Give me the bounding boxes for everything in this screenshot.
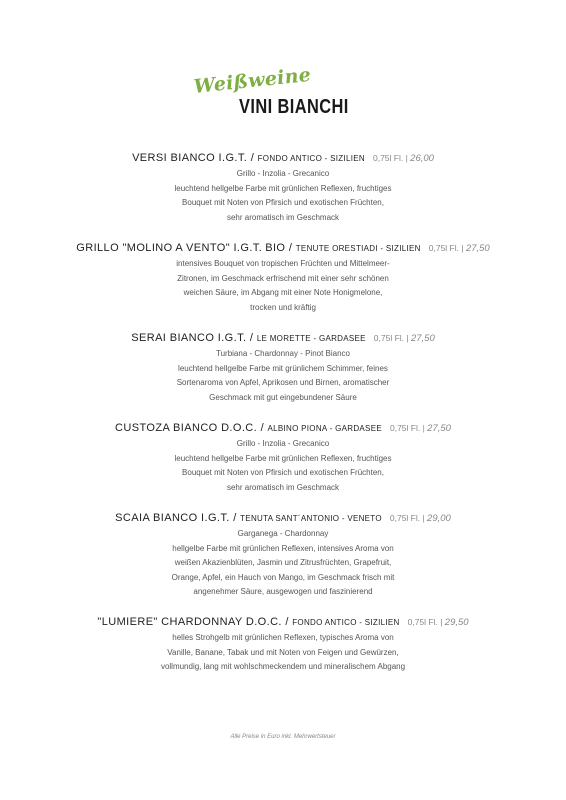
wine-description-line: Vanille, Banane, Tabak und mit Noten von Feigen und Gewürzen, xyxy=(167,647,399,657)
wine-item xyxy=(0,421,566,495)
wine-price xyxy=(390,513,451,523)
wine-description-line: sehr aromatisch im Geschmack xyxy=(226,212,340,222)
wine-name: VERSI BIANCO I.G.T. xyxy=(132,152,248,164)
wine-description-line: weichen Säure, im Abgang mit einer Note Honigmelone, xyxy=(183,288,383,297)
wine-name: GRILLO "MOLINO A VENTO" I.G.T. xyxy=(76,242,263,254)
wine-description-line: intensives Bouquet von tropischen Früchten und Mittelmeer- xyxy=(176,259,390,268)
section-header xyxy=(192,63,395,126)
wine-price-amount: 29,50 xyxy=(444,617,469,628)
wine-price xyxy=(408,617,469,627)
wine-name: CUSTOZA BIANCO D.O.C. xyxy=(115,422,258,434)
wine-description-line: Orange, Apfel, ein Hauch von Mango, im Geschmack frisch mit xyxy=(171,572,395,582)
wine-price xyxy=(373,153,434,163)
wine-description xyxy=(0,257,566,315)
wine-volume: 0,75l Fl. | xyxy=(389,423,428,433)
wine-heading xyxy=(0,151,566,166)
wine-description-line: Sortenaroma von Apfel, Aprikosen und Birnen, aromatischer xyxy=(176,378,390,387)
wine-producer: FONDO ANTICO - SIZILIEN xyxy=(257,154,365,163)
wine-volume: 0,75l Fl. | xyxy=(372,153,411,163)
wine-heading xyxy=(0,511,566,526)
wine-name: SCAIA BIANCO I.G.T. xyxy=(115,512,230,524)
wine-description-line: trocken und kräftig xyxy=(250,302,316,312)
wine-separator: / xyxy=(247,152,258,164)
wine-description xyxy=(0,437,566,495)
wine-price-amount: 27,50 xyxy=(427,423,451,434)
wine-description-line: leuchtend hellgelbe Farbe mit grünlichen Reflexen, fruchtiges xyxy=(174,453,392,463)
wine-separator: / xyxy=(229,512,241,524)
wine-description-line: Bouquet mit Noten von Pfirsich und exotischen Früchten, xyxy=(182,468,384,477)
wine-separator: / xyxy=(281,616,293,628)
wine-heading xyxy=(0,241,566,256)
wine-description xyxy=(0,631,566,675)
wine-price xyxy=(390,423,451,433)
wine-separator: / xyxy=(246,332,257,344)
bio-badge: BIO xyxy=(265,242,286,254)
wine-heading xyxy=(0,331,566,346)
wine-description-line: leuchtend hellgelbe Farbe mit grünlichem Schimmer, feines xyxy=(178,363,388,373)
wine-producer: ALBINO PIONA - GARDASEE xyxy=(267,424,382,433)
wine-description-line: Garganega - Chardonnay xyxy=(237,529,329,538)
section-title: VINI BIANCHI xyxy=(239,96,349,118)
wine-price xyxy=(429,243,490,253)
wine-description-line: vollmundig, lang mit wohlschmeckendem und mineralischem Abgang xyxy=(160,662,406,671)
wine-name: "LUMIERE" CHARDONNAY D.O.C. xyxy=(97,616,282,628)
wine-description-line: leuchtend hellgelbe Farbe mit grünlichen Reflexen, fruchtiges xyxy=(174,183,392,193)
wine-description xyxy=(0,527,566,600)
wine-item xyxy=(0,241,566,315)
wine-separator: / xyxy=(257,422,268,434)
wine-description-line: sehr aromatisch im Geschmack xyxy=(226,482,340,492)
wine-producer: FONDO ANTICO - SIZILIEN xyxy=(292,618,400,627)
wine-item xyxy=(0,331,566,405)
wine-price xyxy=(374,333,435,343)
wine-description-line: weißen Akazienblüten, Jasmin und Zitrusfrüchten, Grapefruit, xyxy=(174,558,392,567)
wine-producer: TENUTA SANT´ANTONIO - VENETO xyxy=(240,514,382,523)
wine-heading xyxy=(0,615,566,630)
wine-heading xyxy=(0,421,566,436)
wine-name: SERAI BIANCO I.G.T. xyxy=(131,332,247,344)
price-footnote: Alle Preise in Euro inkl. Mehrwertsteuer xyxy=(230,734,336,740)
wine-price-amount: 27,50 xyxy=(465,243,490,254)
wine-description-line: helles Strohgelb mit grünlichen Reflexen, typisches Aroma von xyxy=(172,633,394,642)
wine-description xyxy=(0,347,566,405)
wine-item xyxy=(0,151,566,225)
wine-description-line: Geschmack mit gut eingebundener Säure xyxy=(209,392,357,402)
wine-volume: 0,75l Fl. | xyxy=(389,513,428,523)
wine-producer: LE MORETTE - GARDASEE xyxy=(256,334,366,343)
wine-description-line: angenehmer Säure, ausgewogen und faszinierend xyxy=(193,587,373,596)
wine-item xyxy=(0,615,566,675)
wine-price-amount: 29,00 xyxy=(427,513,451,524)
wine-description-line: Zitronen, im Geschmack erfrischend mit einer sehr schönen xyxy=(177,273,389,283)
wine-description-line: Grillo - Inzolia - Grecanico xyxy=(236,439,330,448)
wine-producer: TENUTE ORESTIADI - SIZILIEN xyxy=(295,244,421,253)
wine-separator: / xyxy=(285,242,296,254)
wine-description-line: Grillo - Inzolia - Grecanico xyxy=(236,169,330,178)
wine-volume: 0,75l Fl. | xyxy=(373,333,411,343)
wine-description-line: Turbiana - Chardonnay - Pinot Bianco xyxy=(216,349,350,358)
wine-description-line: hellgelbe Farbe mit grünlichen Reflexen, intensives Aroma von xyxy=(172,543,394,553)
wine-price-amount: 27,50 xyxy=(410,333,435,344)
section-script-title: Weißweine xyxy=(192,63,313,98)
wine-volume: 0,75l Fl. | xyxy=(428,243,466,253)
wine-description xyxy=(0,167,566,225)
wine-volume: 0,75l Fl. | xyxy=(407,617,445,627)
wine-price-amount: 26,00 xyxy=(410,153,434,164)
wine-description-line: Bouquet mit Noten von Pfirsich und exotischen Früchten, xyxy=(182,198,384,207)
wine-item xyxy=(0,511,566,600)
